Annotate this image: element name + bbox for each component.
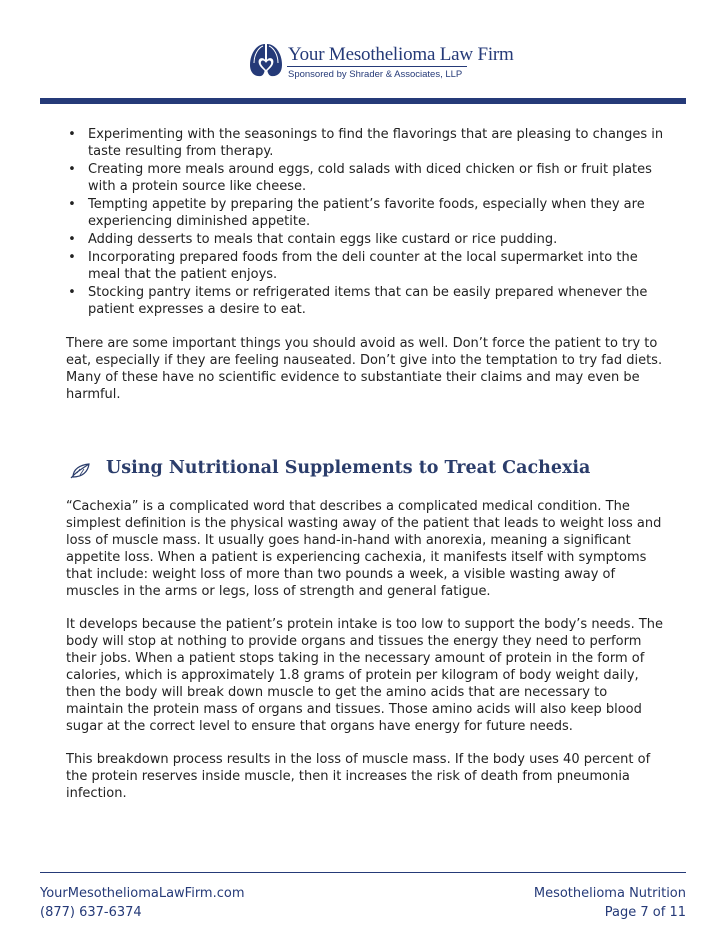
body-content-bottom bbox=[66, 498, 666, 802]
page-number: Page 7 of 11 bbox=[604, 905, 686, 920]
paragraph: It develops because the patient’s protein intake is too low to support the body’s needs. The body will stop at nothing to provide organs and tissues the energy they need to perform their jobs. When a patient stops taking in the necessary amount of protein in the form of calories, which is approximately 1.8 grams of protein per kilogram of body weight daily, then the body will break down muscle to get the amino acids that are necessary to maintain the protein mass of organs and tissues. Those amino acids will also keep blood sugar at the correct level to ensure that organs have energy for future needs. bbox=[66, 617, 664, 734]
page-header bbox=[0, 0, 728, 108]
document-title: Mesothelioma Nutrition bbox=[533, 886, 686, 901]
bullet-icon: • bbox=[68, 197, 76, 212]
bullet-icon: • bbox=[68, 285, 76, 300]
list-item-text: Tempting appetite by preparing the patient’s favorite foods, especially when they are experiencing diminished appetite. bbox=[88, 197, 645, 229]
footer-left bbox=[40, 884, 245, 922]
list-item-text: Stocking pantry items or refrigerated items that can be easily prepared whenever the patient expresses a desire to eat. bbox=[88, 285, 648, 317]
bullet-icon: • bbox=[68, 232, 76, 247]
section-heading bbox=[66, 458, 686, 488]
bullet-icon: • bbox=[68, 250, 76, 265]
list-item bbox=[66, 249, 666, 283]
paragraph: “Cachexia” is a complicated word that describes a complicated medical condition. The simplest definition is the physical wasting away of the patient that leads to weight loss and loss of muscle mass. It usually goes hand-in-hand with anorexia, meaning a significant appetite loss. When a patient is experiencing cachexia, it manifests itself with symptoms that include: weight loss of more than two pounds a week, a visible wasting away of muscles in the arms or legs, loss of strength and general fatigue. bbox=[66, 499, 662, 599]
bullet-icon: • bbox=[68, 127, 76, 142]
firm-name: Your Mesothelioma Law Firm bbox=[288, 44, 514, 65]
section-title: Using Nutritional Supplements to Treat Cachexia bbox=[106, 458, 591, 478]
leaf-icon bbox=[69, 461, 93, 481]
list-item bbox=[66, 196, 666, 230]
lungs-heart-logo-icon bbox=[246, 40, 286, 80]
list-item bbox=[66, 231, 666, 248]
list-item-text: Creating more meals around eggs, cold salads with diced chicken or fish or fruit plates with a protein source like cheese. bbox=[88, 162, 652, 194]
paragraph: This breakdown process results in the loss of muscle mass. If the body uses 40 percent of the protein reserves inside muscle, then it increases the risk of death from pneumonia infection. bbox=[66, 752, 651, 801]
website-link[interactable]: YourMesotheliomaLawFirm.com bbox=[40, 886, 245, 901]
list-item-text: Experimenting with the seasonings to find the flavorings that are pleasing to changes in taste resulting from therapy. bbox=[88, 127, 664, 159]
avoid-paragraph: There are some important things you should avoid as well. Don’t force the patient to try to eat, especially if they are feeling nauseated. Don’t give into the temptation to try fad diets. Many of these have no scientific evidence to substantiate their claims and may even be harmful. bbox=[66, 336, 663, 402]
footer-right bbox=[534, 884, 686, 922]
body-content-top bbox=[66, 126, 666, 403]
list-item bbox=[66, 284, 666, 318]
header-divider bbox=[40, 98, 686, 104]
list-item-text: Incorporating prepared foods from the deli counter at the local supermarket into the meal that the patient enjoys. bbox=[88, 250, 638, 282]
phone-number: (877) 637-6374 bbox=[40, 905, 142, 920]
list-item bbox=[66, 126, 666, 160]
list-item bbox=[66, 161, 666, 195]
footer-divider bbox=[40, 872, 686, 873]
sponsor-line: Sponsored by Shrader & Associates, LLP bbox=[287, 66, 467, 82]
bullet-icon: • bbox=[68, 162, 76, 177]
tips-list bbox=[66, 126, 666, 318]
list-item-text: Adding desserts to meals that contain eggs like custard or rice pudding. bbox=[88, 232, 558, 247]
